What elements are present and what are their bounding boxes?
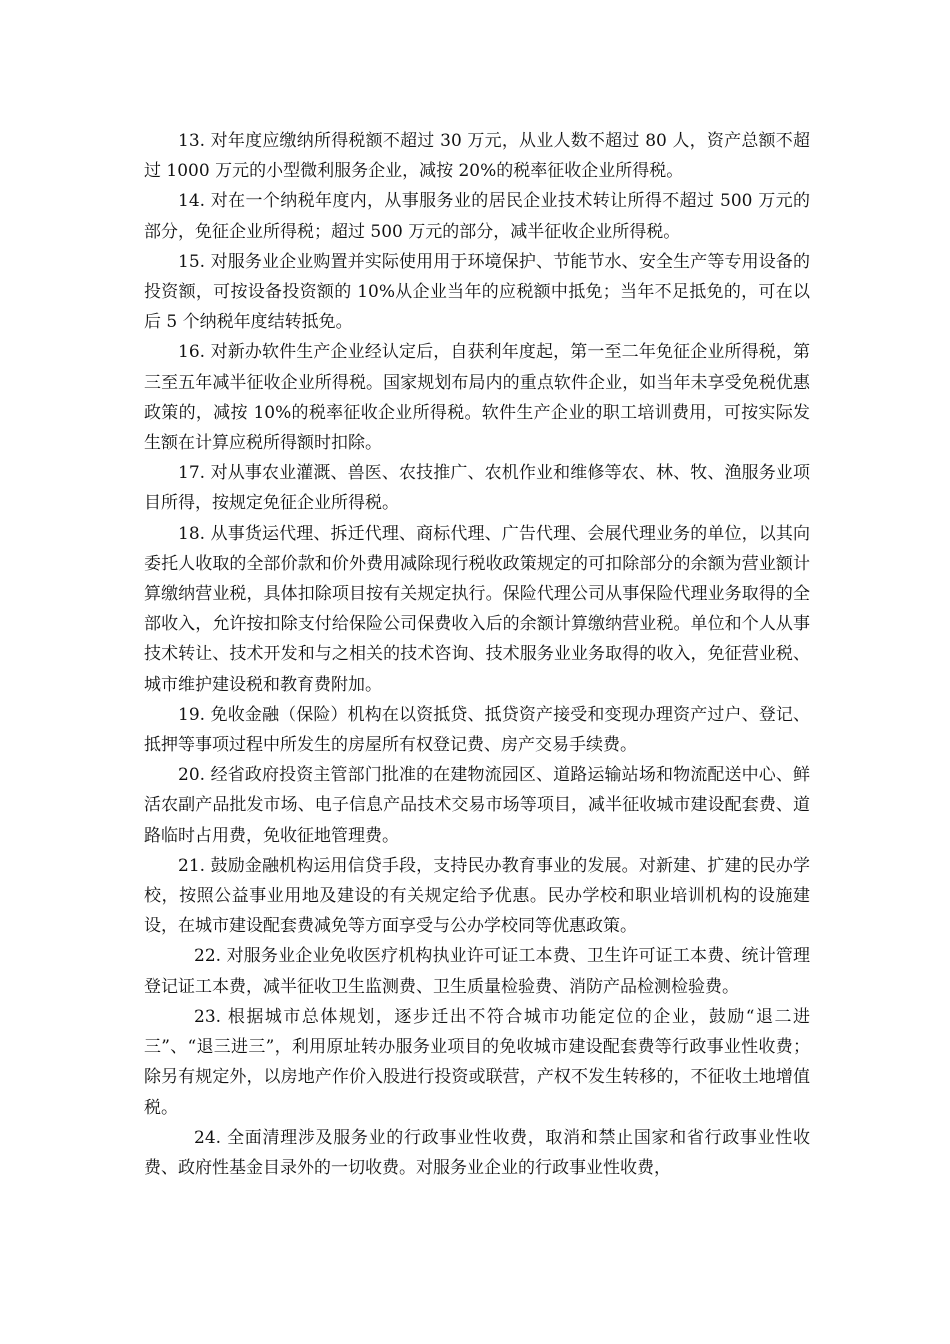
paragraph-13: 13. 对年度应缴纳所得税额不超过 30 万元，从业人数不超过 80 人，资产总额不超过 1000 万元的小型微利服务企业，减按 20%的税率征收企业所得税。 (144, 131, 810, 182)
paragraph-22: 22. 对服务业企业免收医疗机构执业许可证工本费、卫生许可证工本费、统计管理登记证工本费，减半征收卫生监测费、卫生质量检验费、消防产品检测检验费。 (144, 946, 810, 997)
paragraph-18: 18. 从事货运代理、拆迁代理、商标代理、广告代理、会展代理业务的单位，以其向委托人收取的全部价款和价外费用减除现行税收政策规定的可扣除部分的余额为营业额计算缴纳营业税，具体扣除项目按有关规定执行。保险代理公司从事保险代理业务取得的全部收入，允许按扣除支付给保险公司保费收入后的余额计算缴纳营业税。单位和个人从事技术转让、技术开发和与之相关的技术咨询、技术服务业业务取得的收入，免征营业税、城市维护建设税和教育费附加。 (144, 523, 810, 695)
paragraph-17: 17. 对从事农业灌溉、兽医、农技推广、农机作业和维修等农、林、牧、渔服务业项目所得，按规定免征企业所得税。 (144, 463, 810, 514)
document-page (144, 126, 810, 1183)
paragraph-20: 20. 经省政府投资主管部门批准的在建物流园区、道路运输站场和物流配送中心、鲜活农副产品批发市场、电子信息产品技术交易市场等项目，减半征收城市建设配套费、道路临时占用费，免收征地管理费。 (144, 765, 810, 846)
paragraph-19: 19. 免收金融（保险）机构在以资抵贷、抵贷资产接受和变现办理资产过户、登记、抵押等事项过程中所发生的房屋所有权登记费、房产交易手续费。 (144, 704, 810, 756)
paragraph-16: 16. 对新办软件生产企业经认定后，自获利年度起，第一至二年免征企业所得税，第三至五年减半征收企业所得税。国家规划布局内的重点软件企业，如当年未享受免税优惠政策的，减按 10%的税率征收企业所得税。软件生产企业的职工培训费用，可按实际发生额在计算应税所得额时扣除。 (144, 342, 810, 454)
paragraph-24: 24. 全面清理涉及服务业的行政事业性收费，取消和禁止国家和省行政事业性收费、政府性基金目录外的一切收费。对服务业企业的行政事业性收费， (144, 1127, 810, 1178)
paragraph-21: 21. 鼓励金融机构运用信贷手段，支持民办教育事业的发展。对新建、扩建的民办学校，按照公益事业用地及建设的有关规定给予优惠。民办学校和职业培训机构的设施建设，在城市建设配套费减免等方面享受与公办学校同等优惠政策。 (144, 855, 810, 937)
paragraph-14: 14. 对在一个纳税年度内，从事服务业的居民企业技术转让所得不超过 500 万元的部分，免征企业所得税；超过 500 万元的部分，减半征收企业所得税。 (144, 191, 810, 242)
paragraph-15: 15. 对服务业企业购置并实际使用用于环境保护、节能节水、安全生产等专用设备的投资额，可按设备投资额的 10%从企业当年的应税额中抵免；当年不足抵免的，可在以后 5 个纳税年度结转抵免。 (144, 251, 810, 333)
paragraph-23: 23. 根据城市总体规划，逐步迁出不符合城市功能定位的企业，鼓励“退二进三”、“退三进三”，利用原址转办服务业项目的免收城市建设配套费等行政事业性收费；除另有规定外，以房地产作价入股进行投资或联营，产权不发生转移的，不征收土地增值税。 (144, 1006, 810, 1118)
